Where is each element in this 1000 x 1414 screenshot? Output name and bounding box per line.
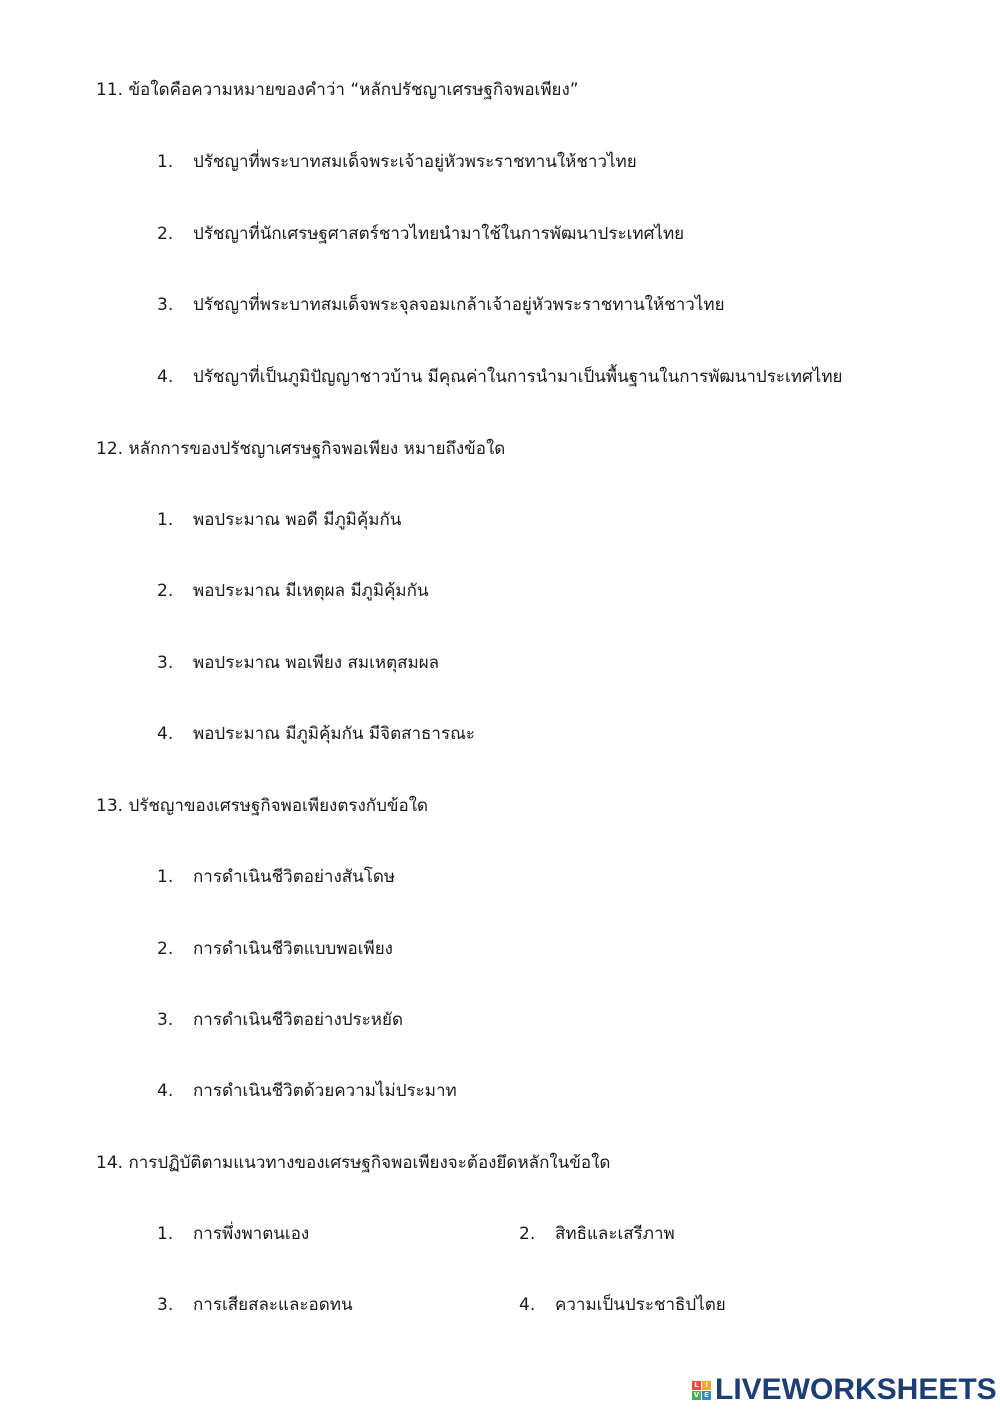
option-number: 3. <box>157 653 174 673</box>
option-text: ปรัชญาที่พระบาทสมเด็จพระจุลจอมเกล้าเจ้าอยู่หัวพระราชทานให้ชาวไทย <box>193 295 725 315</box>
option-number: 4. <box>157 724 174 744</box>
question-12: 12. หลักการของปรัชญาเศรษฐกิจพอเพียง หมายถึงข้อใด <box>96 439 506 459</box>
q11-option-2[interactable] <box>157 220 684 247</box>
logo-letter: V <box>693 1390 700 1399</box>
logo-letter: L <box>692 1381 701 1390</box>
logo-letter: E <box>702 1391 711 1400</box>
q12-option-1[interactable] <box>157 506 401 533</box>
q13-option-1[interactable] <box>157 863 395 890</box>
option-text: ปรัชญาที่พระบาทสมเด็จพระเจ้าอยู่หัวพระราชทานให้ชาวไทย <box>193 152 637 172</box>
option-number: 1. <box>157 867 174 887</box>
option-text: สิทธิและเสรีภาพ <box>555 1224 675 1244</box>
option-text: การดำเนินชีวิตแบบพอเพียง <box>193 939 393 959</box>
brand-name: LIVEWORKSHEETS <box>715 1373 997 1406</box>
q14-option-4[interactable] <box>519 1291 726 1318</box>
option-text: ปรัชญาที่นักเศรษฐศาสตร์ชาวไทยนำมาใช้ในการพัฒนาประเทศไทย <box>193 224 685 244</box>
option-text: การดำเนินชีวิตอย่างประหยัด <box>193 1010 404 1030</box>
option-number: 1. <box>157 510 174 530</box>
option-number: 3. <box>157 1295 174 1315</box>
option-number: 2. <box>157 581 174 601</box>
question-13: 13. ปรัชญาของเศรษฐกิจพอเพียงตรงกับข้อใด <box>96 796 429 816</box>
option-text: ปรัชญาที่เป็นภูมิปัญญาชาวบ้าน มีคุณค่าในการนำมาเป็นพื้นฐานในการพัฒนาประเทศไทย <box>193 367 843 387</box>
option-number: 3. <box>157 295 174 315</box>
option-number: 2. <box>519 1224 536 1244</box>
q12-option-2[interactable] <box>157 577 429 604</box>
option-text: พอประมาณ มีเหตุผล มีภูมิคุ้มกัน <box>193 581 429 601</box>
live-logo-icon <box>692 1381 711 1400</box>
q11-option-1[interactable] <box>157 148 637 175</box>
option-text: การเสียสละและอดทน <box>193 1295 353 1315</box>
q13-option-2[interactable] <box>157 935 393 962</box>
option-text: ความเป็นประชาธิปไตย <box>555 1295 726 1315</box>
option-number: 1. <box>157 1224 174 1244</box>
q14-option-2[interactable] <box>519 1220 675 1247</box>
option-text: การพึ่งพาตนเอง <box>193 1224 310 1244</box>
question-11: 11. ข้อใดคือความหมายของคำว่า “หลักปรัชญาเศรษฐกิจพอเพียง” <box>96 80 579 100</box>
option-text: พอประมาณ มีภูมิคุ้มกัน มีจิตสาธารณะ <box>193 724 475 744</box>
q13-option-3[interactable] <box>157 1006 403 1033</box>
option-number: 2. <box>157 939 174 959</box>
option-text: การดำเนินชีวิตอย่างสันโดษ <box>193 867 396 887</box>
option-text: พอประมาณ พอดี มีภูมิคุ้มกัน <box>193 510 402 530</box>
option-number: 1. <box>157 152 174 172</box>
q11-option-3[interactable] <box>157 291 725 318</box>
q11-option-4[interactable] <box>157 363 843 390</box>
liveworksheets-logo[interactable] <box>692 1374 997 1406</box>
option-text: พอประมาณ พอเพียง สมเหตุสมผล <box>193 653 440 673</box>
logo-letter: I <box>702 1381 711 1390</box>
option-number: 3. <box>157 1010 174 1030</box>
option-number: 4. <box>157 367 174 387</box>
q12-option-3[interactable] <box>157 649 439 676</box>
option-number: 4. <box>519 1295 536 1315</box>
option-number: 4. <box>157 1081 174 1101</box>
option-number: 2. <box>157 224 174 244</box>
q14-option-1[interactable] <box>157 1220 309 1247</box>
q12-option-4[interactable] <box>157 720 475 747</box>
option-text: การดำเนินชีวิตด้วยความไม่ประมาท <box>193 1081 457 1101</box>
q13-option-4[interactable] <box>157 1077 457 1104</box>
question-14: 14. การปฏิบัติตามแนวทางของเศรษฐกิจพอเพียงจะต้องยึดหลักในข้อใด <box>96 1153 611 1173</box>
q14-option-3[interactable] <box>157 1291 353 1318</box>
